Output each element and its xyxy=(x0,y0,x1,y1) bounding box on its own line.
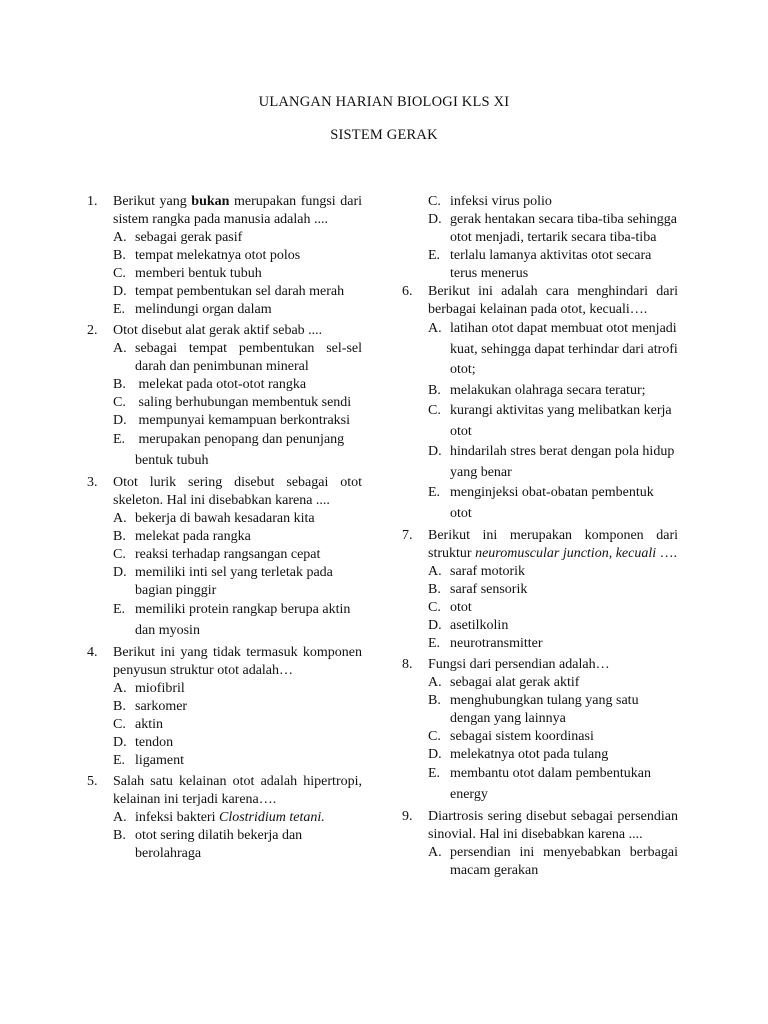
option-letter: D. xyxy=(113,284,127,299)
option-letter: C. xyxy=(428,194,441,209)
option-a xyxy=(428,563,678,581)
option-text: infeksi virus polio xyxy=(450,194,552,209)
option-text: gerak hentakan secara tiba-tiba sehingga otot menjadi, tertarik secara tiba-tiba xyxy=(450,212,678,245)
option-text: tempat pembentukan sel darah merah xyxy=(135,284,345,299)
option-b xyxy=(113,376,362,394)
option-letter: C. xyxy=(428,403,441,418)
option-a xyxy=(113,510,362,528)
option-d xyxy=(113,283,362,301)
question-5-continued xyxy=(428,193,678,283)
option-letter: A. xyxy=(113,341,127,356)
option-text: sebagai sistem koordinasi xyxy=(450,729,594,744)
option-b xyxy=(428,581,678,599)
question-5 xyxy=(87,773,362,863)
option-letter: B. xyxy=(113,699,126,714)
option-letter: E. xyxy=(113,602,126,617)
option-text: sebagai gerak pasif xyxy=(135,230,243,245)
option-text: sarkomer xyxy=(135,699,188,714)
option-text: sebagai tempat pembentukan sel-sel darah dan penimbunan mineral xyxy=(135,341,362,374)
option-letter: C. xyxy=(428,729,441,744)
option-e xyxy=(113,600,362,641)
option-text: hindarilah stres berat dengan pola hidup yang benar xyxy=(450,444,675,480)
option-letter: E. xyxy=(428,248,441,263)
question-number: 7. xyxy=(402,528,413,543)
option-letter: A. xyxy=(428,845,442,860)
option-e xyxy=(113,752,362,770)
question-8 xyxy=(402,656,678,805)
option-d xyxy=(113,564,362,600)
option-text: tendon xyxy=(135,735,174,750)
right-column xyxy=(402,193,678,880)
option-text: sebagai alat gerak aktif xyxy=(450,675,580,690)
option-text: asetilkolin xyxy=(450,618,509,633)
option-b xyxy=(428,692,678,728)
question-stem: Otot disebut alat gerak aktif sebab .... xyxy=(113,323,323,338)
stem-text: Berikut ini merupakan komponen dari struktur xyxy=(428,528,678,561)
stem-bold: bukan xyxy=(191,194,230,209)
question-3 xyxy=(87,474,362,641)
option-letter: D. xyxy=(428,618,442,633)
option-letter: A. xyxy=(113,230,127,245)
option-text: saraf motorik xyxy=(450,564,526,579)
option-c xyxy=(113,716,362,734)
option-e xyxy=(428,247,678,283)
option-text: kurangi aktivitas yang melibatkan kerja otot xyxy=(450,403,672,439)
stem-text: merupakan fungsi dari sistem rangka pada manusia adalah .... xyxy=(113,194,362,227)
option-text: reaksi terhadap rangsangan cepat xyxy=(135,547,321,562)
option-text: otot xyxy=(450,600,472,615)
option-letter: B. xyxy=(113,529,126,544)
question-number: 2. xyxy=(87,323,98,338)
question-stem: Berikut ini yang tidak termasuk komponen penyusun struktur otot adalah… xyxy=(113,645,362,678)
option-letter: C. xyxy=(113,547,126,562)
stem-text: …. xyxy=(656,546,678,561)
option-text: ligament xyxy=(135,753,184,768)
option-text: memiliki inti sel yang terletak pada bagian pinggir xyxy=(135,565,333,598)
option-letter: C. xyxy=(428,600,441,615)
option-letter: B. xyxy=(428,382,441,398)
option-c xyxy=(428,401,678,442)
option-text: memberi bentuk tubuh xyxy=(135,266,262,281)
option-c xyxy=(113,546,362,564)
question-stem xyxy=(113,193,362,229)
option-e xyxy=(428,764,678,805)
option-letter: D. xyxy=(428,747,442,762)
option-text: aktin xyxy=(135,717,163,732)
option-text: melekatnya otot pada tulang xyxy=(450,747,609,762)
option-text: melekat pada otot-otot rangka xyxy=(135,377,307,392)
option-text: bekerja di bawah kesadaran kita xyxy=(135,511,315,526)
question-9 xyxy=(402,808,678,880)
stem-text: Berikut yang xyxy=(113,194,192,209)
question-number: 4. xyxy=(87,645,98,660)
option-letter: B. xyxy=(113,828,126,843)
question-4 xyxy=(87,644,362,770)
option-letter: A. xyxy=(428,321,442,336)
option-text: mempunyai kemampuan berkontraksi xyxy=(135,413,350,428)
option-text-part: infeksi bakteri xyxy=(135,810,219,825)
option-e xyxy=(428,483,678,524)
left-column xyxy=(87,193,362,863)
option-e xyxy=(428,635,678,653)
option-b xyxy=(113,528,362,546)
option-text: latihan otot dapat membuat otot menjadi kuat, sehingga dapat terhindar dari atrofi otot; xyxy=(450,321,678,377)
option-c xyxy=(428,193,678,211)
question-stem: Salah satu kelainan otot adalah hipertropi, kelainan ini terjadi karena…. xyxy=(113,774,362,807)
option-letter: A. xyxy=(113,511,127,526)
option-a xyxy=(428,319,678,381)
option-letter: C. xyxy=(113,717,126,732)
option-letter: E. xyxy=(428,766,441,781)
option-a xyxy=(113,229,362,247)
option-letter: B. xyxy=(113,248,126,263)
option-text: melindungi organ dalam xyxy=(135,302,272,317)
option-letter: A. xyxy=(428,564,442,579)
option-text: miofibril xyxy=(135,681,185,696)
option-letter: A. xyxy=(113,810,127,825)
option-text: membantu otot dalam pembentukan energy xyxy=(450,766,652,802)
option-text: menghubungkan tulang yang satu dengan yang lainnya xyxy=(450,693,639,726)
question-stem: Otot lurik sering disebut sebagai otot skeleton. Hal ini disebabkan karena .... xyxy=(113,475,362,508)
option-d xyxy=(428,617,678,635)
question-number: 9. xyxy=(402,809,413,824)
option-letter: C. xyxy=(113,266,126,281)
option-a xyxy=(428,844,678,880)
option-text: persendian ini menyebabkan berbagai macam gerakan xyxy=(450,845,678,878)
option-a xyxy=(113,809,362,827)
question-stem: Berikut ini adalah cara menghindari dari berbagai kelainan pada otot, kecuali…. xyxy=(428,284,678,317)
option-letter: E. xyxy=(113,753,126,768)
option-text xyxy=(135,809,362,827)
option-letter: D. xyxy=(428,444,442,459)
question-number: 3. xyxy=(87,475,98,490)
question-number: 6. xyxy=(402,284,413,299)
option-text: saling berhubungan membentuk sendi xyxy=(135,395,352,410)
option-letter: B. xyxy=(428,582,441,597)
option-letter: D. xyxy=(113,565,127,580)
question-number: 5. xyxy=(87,774,98,789)
question-stem: Fungsi dari persendian adalah… xyxy=(428,657,610,672)
option-b xyxy=(113,827,362,863)
option-text: saraf sensorik xyxy=(450,582,528,597)
option-d xyxy=(428,442,678,483)
option-letter: A. xyxy=(113,681,127,696)
option-d xyxy=(428,211,678,247)
option-a xyxy=(113,340,362,376)
question-stem xyxy=(428,527,678,563)
option-letter: D. xyxy=(428,212,442,227)
option-b xyxy=(113,698,362,716)
question-6 xyxy=(402,283,678,524)
question-1 xyxy=(87,193,362,319)
question-2 xyxy=(87,322,362,471)
option-text: menginjeksi obat-obatan pembentuk otot xyxy=(450,485,654,521)
page-subtitle: SISTEM GERAK xyxy=(330,127,438,143)
option-letter: E. xyxy=(428,485,441,500)
option-d xyxy=(428,746,678,764)
option-c xyxy=(428,599,678,617)
option-text: merupakan penopang dan penunjang bentuk tubuh xyxy=(135,432,348,468)
option-letter: E. xyxy=(428,636,441,651)
option-c xyxy=(428,728,678,746)
option-letter: D. xyxy=(113,735,127,750)
option-letter: A. xyxy=(428,675,442,690)
option-letter: C. xyxy=(113,395,126,410)
option-d xyxy=(113,412,362,430)
question-stem: Diartrosis sering disebut sebagai persendian sinovial. Hal ini disebabkan karena .... xyxy=(428,809,678,842)
option-letter: D. xyxy=(113,413,127,428)
option-letter: B. xyxy=(428,693,441,708)
option-c xyxy=(113,394,362,412)
question-number: 1. xyxy=(87,194,98,209)
option-a xyxy=(428,674,678,692)
option-letter: B. xyxy=(113,377,126,392)
option-c xyxy=(113,265,362,283)
page-title: ULANGAN HARIAN BIOLOGI KLS XI xyxy=(258,94,510,110)
option-d xyxy=(113,734,362,752)
question-number: 8. xyxy=(402,657,413,672)
option-text: melekat pada rangka xyxy=(135,529,251,544)
option-e xyxy=(113,430,362,471)
option-text: otot sering dilatih bekerja dan berolahraga xyxy=(135,828,303,861)
option-text: neurotransmitter xyxy=(450,636,543,651)
option-e xyxy=(113,301,362,319)
option-text: terlalu lamanya aktivitas otot secara terus menerus xyxy=(450,248,652,281)
option-b xyxy=(113,247,362,265)
option-b xyxy=(428,381,678,402)
option-text: memiliki protein rangkap berupa aktin dan myosin xyxy=(135,602,351,638)
option-text: melakukan olahraga secara teratur; xyxy=(450,382,646,398)
option-letter: E. xyxy=(113,302,126,317)
question-7 xyxy=(402,527,678,653)
stem-italic: neuromuscular junction, kecuali xyxy=(475,546,657,561)
option-italic: Clostridium tetani. xyxy=(218,810,325,825)
option-a xyxy=(113,680,362,698)
option-text: tempat melekatnya otot polos xyxy=(135,248,301,263)
option-letter: E. xyxy=(113,432,126,447)
